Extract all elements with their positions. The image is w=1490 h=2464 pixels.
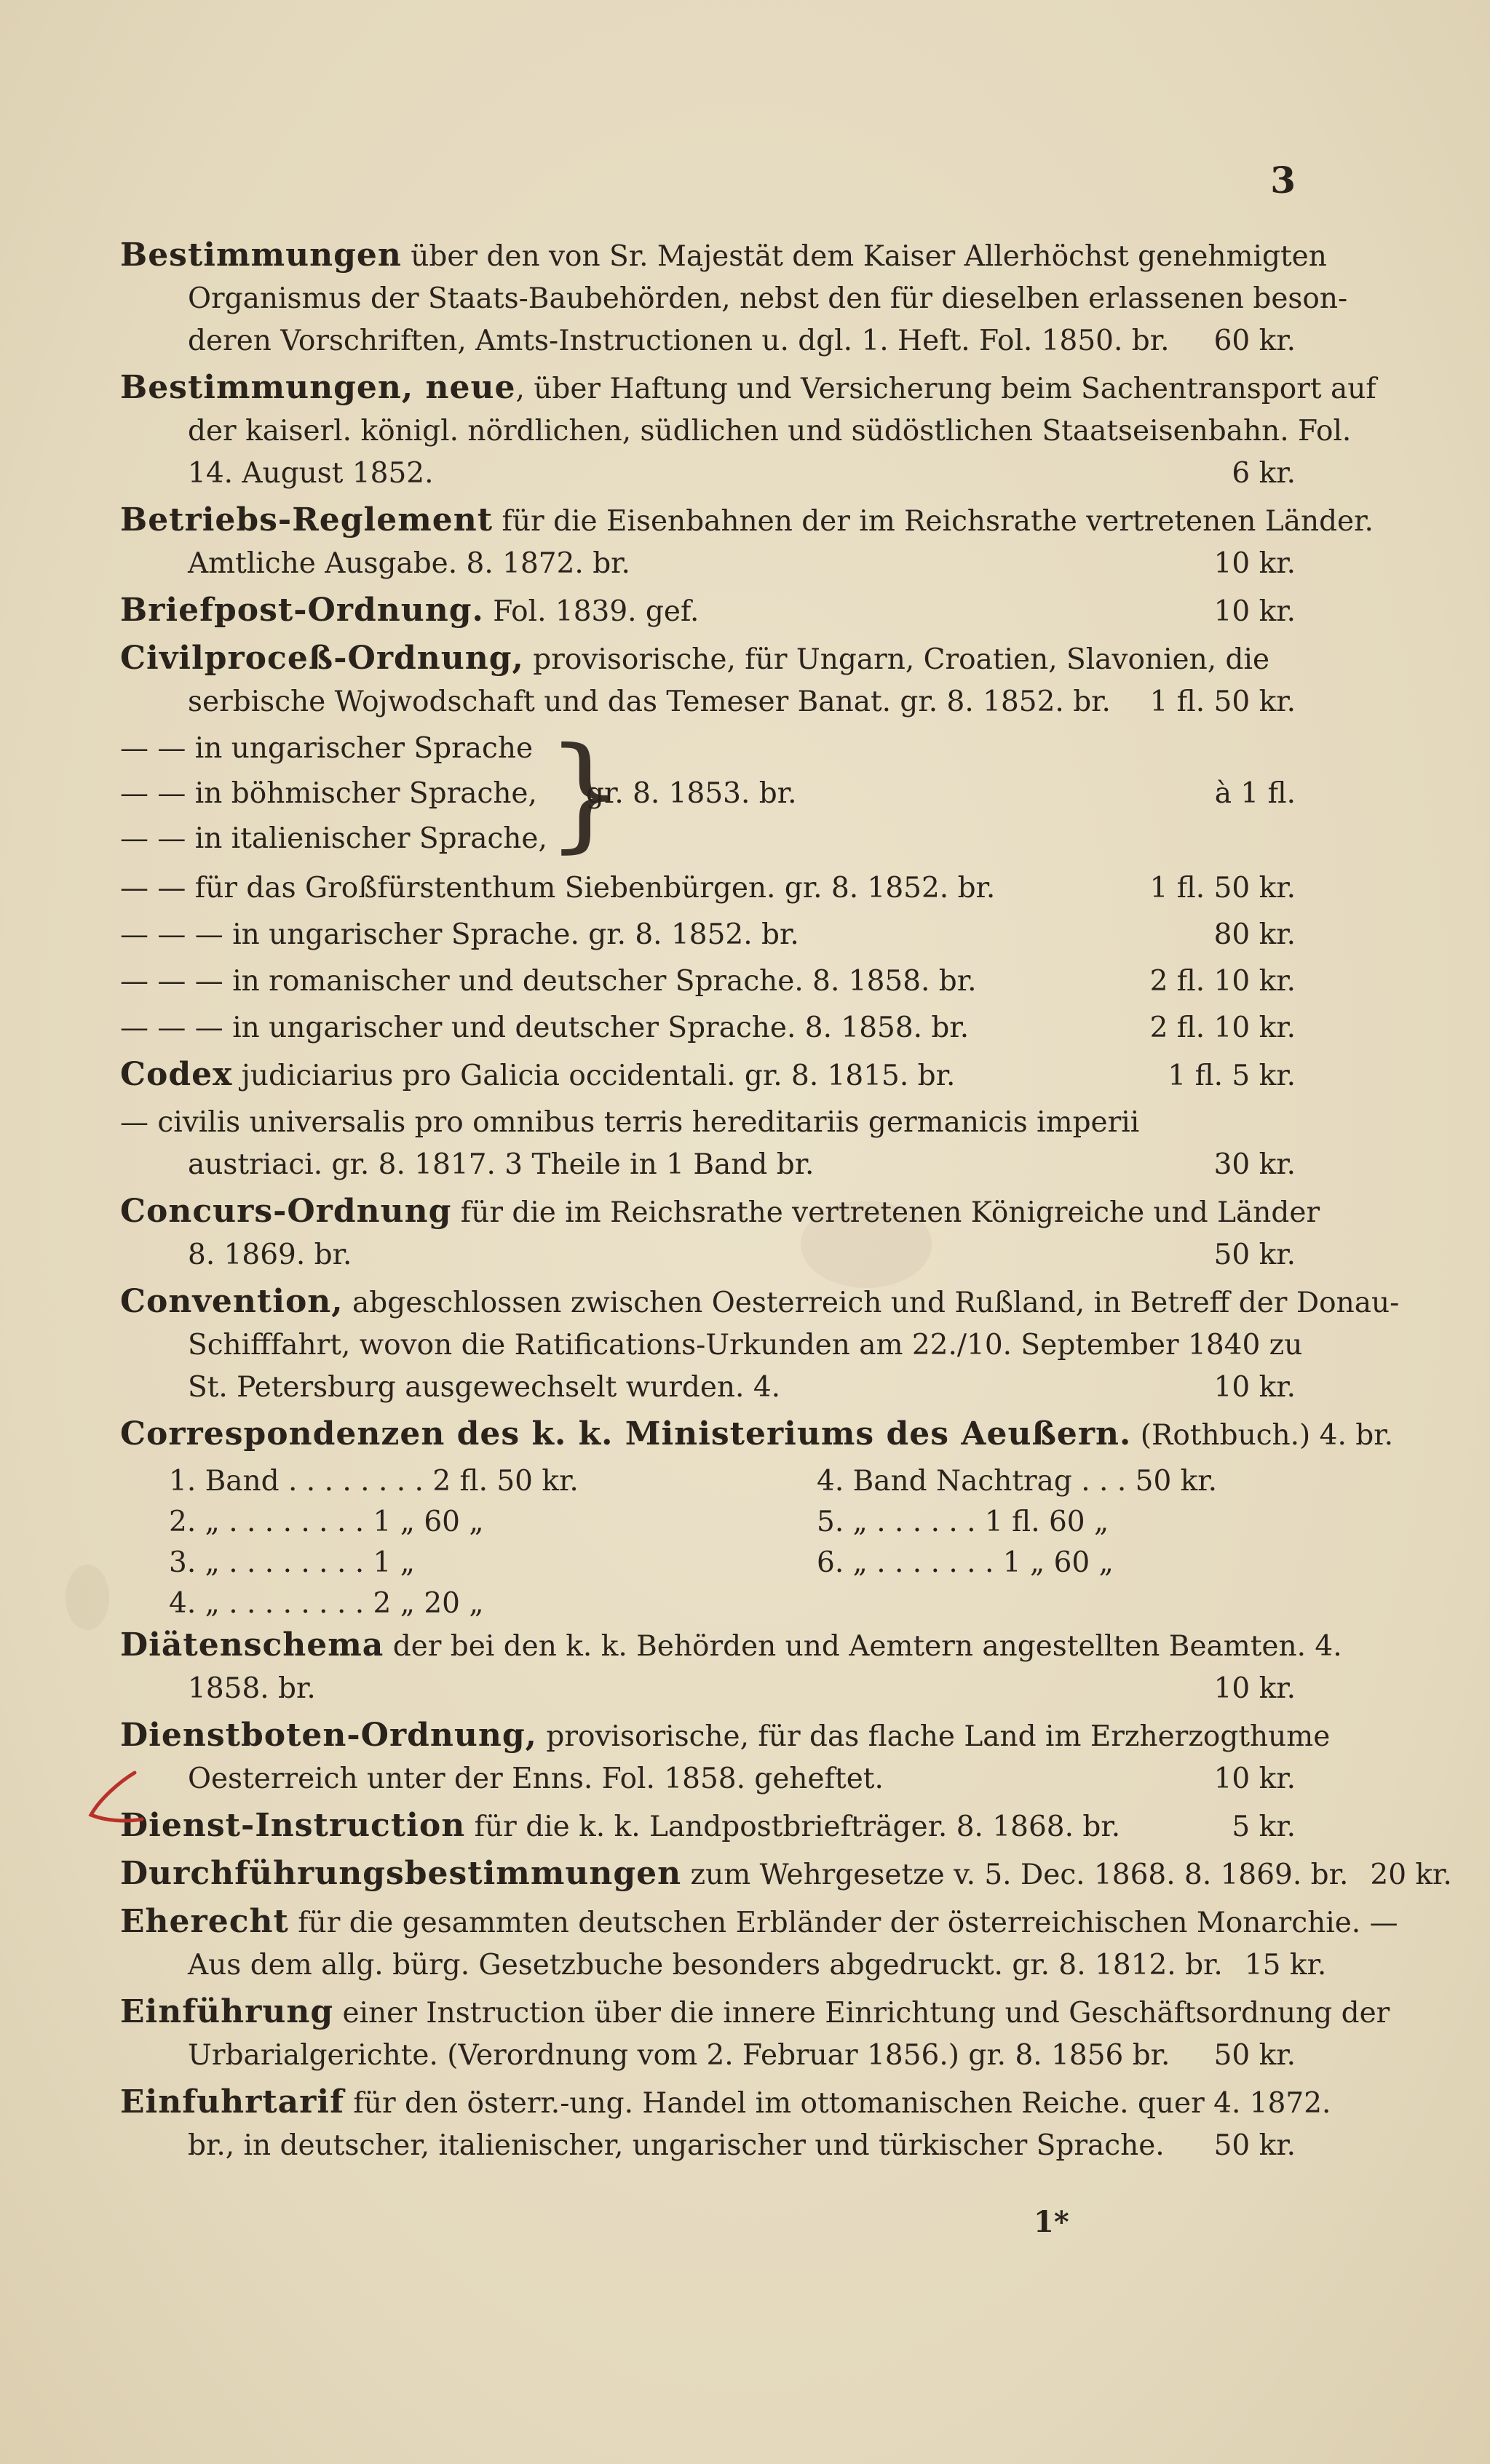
catalog-entries [120, 234, 1452, 2171]
volume-price-item: 2. „ . . . . . . . . 1 „ 60 „ [169, 1506, 484, 1538]
entry-continuation [120, 2125, 1296, 2167]
entry-price: 10 kr. [1213, 1762, 1296, 1795]
entry-description: für den österr.-ung. Handel im ottomanischen Reiche. quer 4. 1872. [344, 2087, 1331, 2120]
entry-first-line [120, 1413, 1394, 1457]
entry-first-line [120, 914, 1296, 956]
entry-first-line [120, 1102, 1296, 1144]
catalog-entry [120, 1714, 1331, 1800]
entry-text: — — — in ungarischer Sprache. gr. 8. 1852. br. [120, 918, 799, 951]
entry-continuation-text: Urbarialgerichte. (Verordnung vom 2. Februar 1856.) gr. 8. 1856 br. [188, 2039, 1170, 2072]
entry-price: 80 kr. [1213, 918, 1296, 951]
signature-mark: 1* [1034, 2205, 1069, 2239]
catalog-entry [120, 1853, 1452, 1896]
entry-text [120, 1191, 1320, 1234]
entry-headword: Concurs-Ordnung [120, 1193, 452, 1230]
catalog-entry [120, 367, 1376, 495]
entry-price: 50 kr. [1213, 1239, 1296, 1271]
entry-price: 5 kr. [1232, 1811, 1296, 1843]
entry-continuation-text: 8. 1869. br. [188, 1239, 352, 1271]
entry-text: — — — in ungarischer und deutscher Sprache. 8. 1858. br. [120, 1012, 970, 1044]
entry-headword: Diätenschema [120, 1626, 384, 1664]
entry-text [120, 234, 1327, 278]
entry-text: — — — in romanischer und deutscher Sprache. 8. 1858. br. [120, 965, 977, 998]
catalog-subentry [120, 914, 1296, 956]
entry-continuation-text: St. Petersburg ausgewechselt wurden. 4. [188, 1371, 781, 1404]
entry-description: , über Haftung und Versicherung beim Sachentransport auf [515, 373, 1376, 405]
entry-text [120, 1991, 1390, 2035]
catalog-entry [120, 1805, 1296, 1848]
entry-price: 1 fl. 50 kr. [1149, 872, 1296, 905]
entry-price: 60 kr. [1213, 325, 1296, 357]
entry-headword: Eherecht [120, 1903, 289, 1940]
entry-text [120, 1901, 1398, 1944]
entry-price: 1 fl. 5 kr. [1168, 1060, 1296, 1092]
entry-description: provisorische, für das flache Land im Erzherzogthume [536, 1720, 1331, 1753]
entry-description: provisorische, für Ungarn, Croatien, Slavonien, die [523, 643, 1270, 676]
entry-continuation-text: Aus dem allg. bürg. Gesetzbuche besonders abgedruckt. gr. 8. 1812. br. [188, 1949, 1223, 1982]
entry-description: für die k. k. Landpostbriefträger. 8. 1868. br. [465, 1811, 1121, 1843]
volume-price-item: 5. „ . . . . . . 1 fl. 60 „ [817, 1506, 1109, 1538]
entry-headword: Betriebs-Reglement [120, 501, 494, 538]
entry-first-line [120, 1853, 1452, 1896]
entry-continuation-text: der kaiserl. königl. nördlichen, südlichen und südöstlichen Staatseisenbahn. Fol. [188, 415, 1352, 448]
bracket-shared-text: gr. 8. 1853. br. [586, 777, 797, 810]
catalog-entry [120, 1281, 1400, 1409]
entry-continuation [120, 543, 1296, 585]
entry-headword: Correspondenzen des k. k. Ministeriums des Aeußern. [120, 1415, 1132, 1452]
entry-first-line [120, 2081, 1331, 2125]
entry-first-line [120, 1007, 1296, 1049]
entry-price: 1 fl. 50 kr. [1149, 685, 1296, 718]
entry-first-line [120, 961, 1296, 1003]
entry-price: 50 kr. [1213, 2129, 1296, 2162]
entry-price: 2 fl. 10 kr. [1149, 1012, 1296, 1044]
entry-description: Fol. 1839. gef. [483, 595, 700, 628]
entry-text [120, 637, 1296, 681]
entry-description: für die Eisenbahnen der im Reichsrathe vertretenen Länder. [493, 505, 1374, 538]
entry-first-line [120, 1624, 1342, 1668]
entry-text: — — für das Großfürstenthum Siebenbürgen. gr. 8. 1852. br. [120, 872, 996, 905]
entry-price: 10 kr. [1213, 547, 1296, 580]
entry-text [120, 1714, 1330, 1758]
entry-continuation [120, 1234, 1296, 1276]
volume-price-item [817, 1583, 1344, 1624]
entry-price: à 1 fl. [1214, 777, 1296, 810]
entry-continuation [120, 1668, 1296, 1710]
entry-description: (Rothbuch.) 4. br. [1131, 1419, 1394, 1452]
volume-price-item: 1. Band . . . . . . . . 2 fl. 50 kr. [169, 1465, 579, 1498]
catalog-entry [120, 1901, 1398, 1987]
entry-first-line [120, 637, 1296, 681]
entry-first-line [120, 1714, 1331, 1758]
entry-continuation [120, 1944, 1327, 1987]
catalog-subentry [120, 1007, 1296, 1049]
volume-price-item: 4. Band Nachtrag . . . 50 kr. [817, 1465, 1218, 1498]
entry-continuation [120, 1144, 1296, 1186]
catalog-entry [120, 1624, 1342, 1710]
entry-first-line [120, 234, 1327, 278]
entry-continuation [120, 681, 1296, 723]
entry-price: 50 kr. [1213, 2039, 1296, 2072]
entry-headword: Briefpost-Ordnung. [120, 592, 484, 629]
entry-price: 30 kr. [1213, 1148, 1296, 1181]
entry-continuation-text: 1858. br. [188, 1672, 316, 1705]
entry-continuation-text: Amtliche Ausgabe. 8. 1872. br. [188, 547, 630, 580]
entry-text [120, 1281, 1399, 1324]
volume-price-item: 6. „ . . . . . . . 1 „ 60 „ [817, 1546, 1114, 1579]
entry-first-line [120, 867, 1296, 910]
volume-price-item: 3. „ . . . . . . . . 1 „ [169, 1546, 415, 1579]
entry-continuation [120, 410, 1352, 453]
entry-headword: Dienst-Instruction [120, 1807, 466, 1844]
entry-continuation [120, 2035, 1296, 2077]
catalog-entry [120, 1102, 1296, 1186]
entry-headword: Civilproceß-Ordnung, [120, 640, 524, 677]
entry-text [120, 1853, 1348, 1896]
entry-text [120, 589, 1192, 633]
paper-stain [66, 1565, 109, 1630]
bracket-line: — — in ungarischer Sprache [120, 732, 534, 765]
entry-description: — civilis universalis pro omnibus terris hereditariis germanicis imperii [120, 1106, 1140, 1139]
entry-headword: Dienstboten-Ordnung, [120, 1717, 537, 1754]
catalog-entry [120, 234, 1348, 362]
catalog-entry [120, 2081, 1331, 2167]
bracket-line: — — in böhmischer Sprache, [120, 777, 537, 810]
entry-headword: Einfuhrtarif [120, 2083, 344, 2121]
entry-description: abgeschlossen zwischen Oesterreich und Rußland, in Betreff der Donau- [343, 1287, 1400, 1319]
catalog-subentry [120, 961, 1296, 1003]
entry-text [120, 499, 1374, 543]
entry-continuation [120, 1758, 1296, 1800]
entry-continuation-text: br., in deutscher, italienischer, ungarischer und türkischer Sprache. [188, 2129, 1165, 2162]
bracket-line: — — in italienischer Sprache, [120, 822, 547, 855]
entry-text [120, 367, 1376, 410]
entry-continuation-text: Organismus der Staats-Baubehörden, nebst den für dieselben erlassenen beson- [188, 282, 1348, 315]
entry-headword: Einführung [120, 1993, 334, 2030]
entry-first-line [120, 499, 1374, 543]
entry-continuation-text: deren Vorschriften, Amts-Instructionen u. dgl. 1. Heft. Fol. 1850. br. [188, 325, 1170, 357]
catalog-entry [120, 1191, 1320, 1276]
entry-price: 20 kr. [1370, 1859, 1452, 1891]
entry-price: 6 kr. [1232, 457, 1296, 490]
entry-first-line [120, 1991, 1390, 2035]
entry-headword: Bestimmungen [120, 237, 402, 274]
page-number: 3 [1270, 159, 1296, 202]
red-pencil-mark-icon [84, 1768, 146, 1827]
entry-continuation [120, 1367, 1296, 1409]
entry-continuation-text: Schifffahrt, wovon die Ratifications-Urkunden am 22./10. September 1840 zu [188, 1329, 1303, 1362]
entry-description: zum Wehrgesetze v. 5. Dec. 1868. 8. 1869. br. [681, 1859, 1349, 1891]
entry-price: 10 kr. [1213, 595, 1296, 628]
entry-continuation [120, 320, 1296, 362]
entry-text [120, 1413, 1393, 1457]
catalog-entry [120, 1054, 1296, 1097]
entry-first-line [120, 1281, 1400, 1324]
entry-first-line [120, 367, 1376, 410]
entry-first-line [120, 1805, 1296, 1848]
entry-continuation [120, 1324, 1303, 1367]
bracket-group [120, 721, 1296, 865]
catalog-subentry [120, 867, 1296, 910]
entry-headword: Bestimmungen, neue [120, 369, 516, 406]
entry-description: für die im Reichsrathe vertretenen Königreiche und Länder [451, 1196, 1320, 1229]
catalog-entry [120, 1413, 1394, 1457]
entry-description: judiciarius pro Galicia occidentali. gr. 8. 1815. br. [232, 1060, 956, 1092]
brace-icon: } [546, 721, 625, 865]
entry-text [120, 2081, 1331, 2125]
entry-continuation-text: serbische Wojwodschaft und das Temeser Banat. gr. 8. 1852. br. [188, 685, 1111, 718]
entry-first-line [120, 589, 1296, 633]
entry-text [120, 1054, 1146, 1097]
volume-price-item: 4. „ . . . . . . . . 2 „ 20 „ [169, 1587, 484, 1620]
entry-description: über den von Sr. Majestät dem Kaiser Allerhöchst genehmigten [401, 240, 1327, 273]
volume-price-list [120, 1461, 1296, 1624]
catalog-entry [120, 637, 1296, 723]
entry-headword: Durchführungsbestimmungen [120, 1855, 682, 1892]
entry-description: für die gesammten deutschen Erbländer der österreichischen Monarchie. — [288, 1907, 1398, 1939]
entry-text [120, 1624, 1342, 1668]
entry-first-line [120, 1901, 1398, 1944]
catalog-entry [120, 589, 1296, 633]
entry-text [120, 1102, 1296, 1144]
catalog-entry [120, 1991, 1390, 2077]
entry-description: einer Instruction über die innere Einrichtung und Geschäftsordnung der [333, 1997, 1390, 2030]
catalog-entry [120, 499, 1374, 585]
entry-first-line [120, 1054, 1296, 1097]
entry-headword: Convention, [120, 1283, 344, 1320]
entry-price: 15 kr. [1244, 1949, 1327, 1982]
entry-continuation [120, 453, 1296, 495]
entry-continuation-text: 14. August 1852. [188, 457, 434, 490]
entry-first-line [120, 1191, 1320, 1234]
entry-price: 2 fl. 10 kr. [1149, 965, 1296, 998]
entry-headword: Codex [120, 1056, 233, 1093]
entry-continuation-text: Oesterreich unter der Enns. Fol. 1858. geheftet. [188, 1762, 884, 1795]
entry-text [120, 1805, 1210, 1848]
entry-continuation [120, 278, 1348, 320]
entry-continuation-text: austriaci. gr. 8. 1817. 3 Theile in 1 Band br. [188, 1148, 815, 1181]
entry-price: 10 kr. [1213, 1371, 1296, 1404]
entry-price: 10 kr. [1213, 1672, 1296, 1705]
entry-description: der bei den k. k. Behörden und Aemtern angestellten Beamten. 4. [384, 1630, 1342, 1663]
